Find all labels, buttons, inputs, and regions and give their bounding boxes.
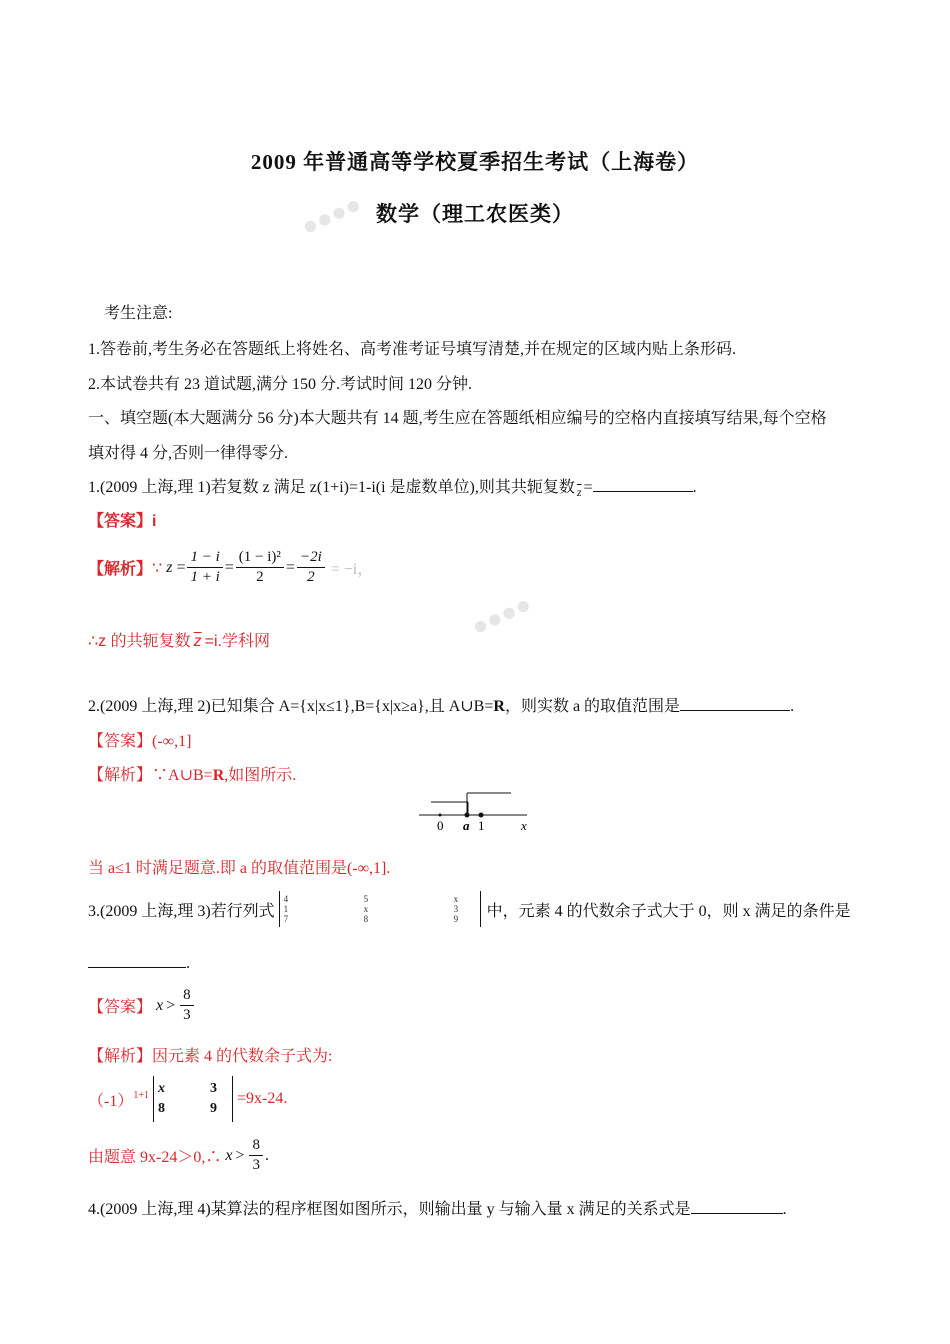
page-title: 2009 年普通高等学校夏季招生考试（上海卷） (250, 150, 700, 174)
z-conjugate-2: $\overline{z}$ (193, 633, 202, 650)
determinant-bar-left (279, 891, 280, 927)
answer-blank (88, 953, 186, 968)
answer-tag: 【答案】 (88, 513, 153, 530)
period: . (264, 1146, 269, 1164)
question-2-conclusion: 当 a≤1 时满足题意.即 a 的取值范围是(-∞,1]. (88, 860, 391, 877)
axis-label-x: x (521, 818, 527, 833)
question-3-conclusion (88, 1138, 269, 1173)
real-set-symbol: R (493, 698, 505, 715)
answer-fraction: $\frac{8}{3}$ (180, 988, 194, 1023)
question-1-stem: 1.(2009 上海,理 1)若复数 z 满足 z(1+i)=1-i(i 是虚数单位),则其共轭复数 (88, 479, 575, 496)
conclusion-text: 由题意 9x-24＞0,∴ (88, 1149, 222, 1166)
tick-label-0: 0 (437, 818, 444, 833)
question-3 (88, 891, 851, 927)
answer-value: (-∞,1] (152, 733, 192, 750)
question-2 (88, 693, 794, 716)
answer-blank (593, 477, 693, 492)
answer-blank (680, 696, 790, 711)
because-symbol: ∵ (152, 559, 163, 577)
question-1 (88, 474, 697, 500)
determinant-bar-right (480, 891, 481, 927)
question-3-answer (88, 988, 196, 1023)
sign-exponent: 1+1 (133, 1090, 149, 1101)
conclusion-x: x (225, 1146, 233, 1164)
minor-bar-right (232, 1076, 233, 1122)
point-a (465, 813, 470, 818)
section-instruction-2: 填对得 4 分,否则一律得零分. (88, 445, 289, 462)
origin-point (439, 814, 442, 817)
notice-heading: 考生注意: (104, 305, 173, 322)
notice-line-2: 2.本试卷共有 23 道试题,满分 150 分.考试时间 120 分钟. (88, 376, 473, 393)
question-4 (88, 1196, 787, 1219)
answer-tag: 【答案】 (88, 999, 153, 1016)
question-1-analysis: 【解析】 ∵ z = $\frac{1 - i}{1 + i}$ = $\frac{\text{(1 − i)²}}{2}$ = $\frac{-2i}{2}$ = −i， (88, 549, 374, 585)
analysis-tag: 【解析】 (88, 561, 153, 578)
question-2-analysis (88, 762, 296, 785)
variable-z: z (166, 558, 173, 576)
notice-line-1: 1.答卷前,考生务必在答题纸上将姓名、高考准考证号填写清楚,并在规定的区域内贴上条形码. (88, 341, 737, 358)
period: . (790, 698, 795, 715)
number-line-figure (415, 788, 540, 836)
answer-x: x (156, 996, 164, 1014)
analysis-tag: 【解析】 (88, 1048, 153, 1065)
fraction-3: $\frac{-2i}{2}$ (297, 550, 325, 585)
analysis-text: 因元素 4 的代数余子式为: (152, 1048, 333, 1065)
tick-label-a: a (463, 818, 470, 833)
fraction-1: $\frac{1 - i}{1 + i}$ (187, 550, 222, 585)
answer-tag: 【答案】 (88, 733, 153, 750)
question-3-minor (88, 1076, 287, 1122)
analysis-text: ∵A∪B= (152, 767, 213, 784)
conclusion-fraction: $\frac{8}{3}$ (249, 1138, 263, 1173)
period: . (186, 955, 190, 972)
analysis-tail: ,如图所示. (224, 767, 297, 784)
question-1-conclusion (88, 628, 270, 651)
question-2-stem-tail: ，则实数 a 的取值范围是 (504, 698, 681, 715)
page-subtitle: 数学（理工农医类） (376, 202, 574, 226)
watermark: ●●●● (466, 588, 537, 642)
conclusion-tail: =i.学科网 (204, 633, 270, 650)
point-1 (479, 813, 484, 818)
tick-label-1: 1 (478, 818, 485, 833)
answer-value: i (152, 513, 157, 530)
determinant-matrix: 4 5 x 1 x 3 7 8 9 (283, 894, 459, 924)
conclusion-text: ∴z 的共轭复数 (88, 633, 191, 650)
z-conjugate: z (576, 485, 582, 499)
real-set-symbol: R (212, 767, 225, 784)
question-2-answer (88, 728, 191, 751)
sign-factor: （-1） (88, 1092, 134, 1110)
question-2-stem: 2.(2009 上海,理 2)已知集合 A={x|x≤1},B={x|x≥a},且 A∪B= (88, 698, 494, 715)
watermark: ●●●● (296, 188, 367, 242)
conclusion-op: > (235, 1146, 245, 1164)
answer-blank (691, 1199, 783, 1214)
equals-sign: = (583, 479, 593, 496)
minor-bar-left (153, 1076, 154, 1122)
minor-matrix: x 3 8 9 (157, 1081, 217, 1116)
analysis-tag: 【解析】 (88, 767, 153, 784)
question-1-answer (88, 508, 156, 531)
result-tail: = −i， (330, 561, 374, 578)
section-instruction-1: 一、填空题(本大题满分 56 分)本大题共有 14 题,考生应在答题纸相应编号的空格内直接填写结果,每个空格 (88, 410, 827, 427)
answer-op: > (166, 996, 176, 1014)
period: . (782, 1201, 787, 1218)
question-3-stem-tail: 中，元素 4 的代数余子式大于 0，则 x 满足的条件是 (486, 902, 851, 920)
question-3-stem: 3.(2009 上海,理 3)若行列式 (88, 902, 275, 920)
question-3-blank-line (88, 953, 190, 973)
fraction-2: $\frac{\text{(1 − i)²}}{2}$ (236, 550, 284, 585)
question-4-stem: 4.(2009 上海,理 4)某算法的程序框图如图所示，则输出量 y 与输入量 x 满足的关系式是 (88, 1201, 691, 1218)
minor-result: =9x-24. (236, 1090, 288, 1107)
period: . (692, 479, 697, 496)
question-3-analysis (88, 1043, 332, 1066)
